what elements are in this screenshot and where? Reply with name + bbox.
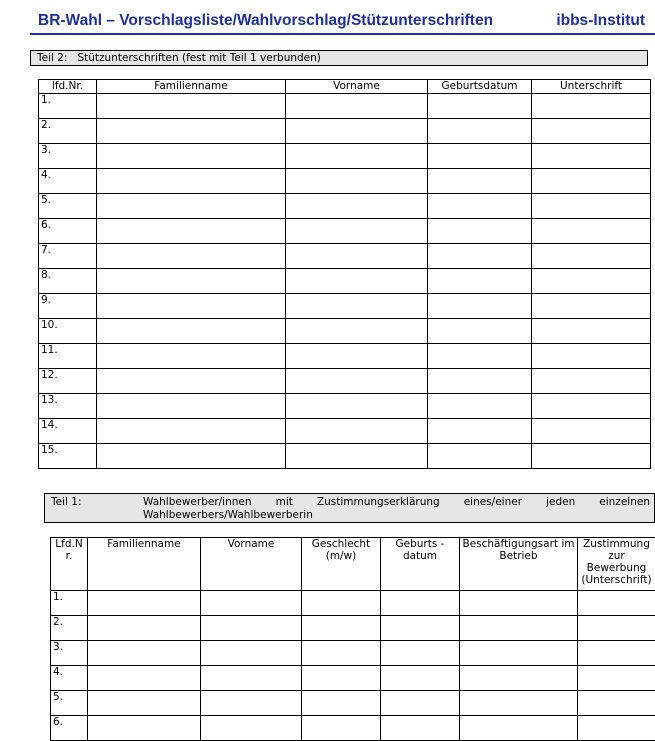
entry-cell[interactable] bbox=[578, 591, 655, 616]
entry-cell[interactable] bbox=[381, 591, 460, 616]
row-number: 10. bbox=[39, 319, 97, 344]
entry-cell[interactable] bbox=[428, 344, 532, 369]
entry-cell[interactable] bbox=[302, 691, 381, 716]
document-title: BR-Wahl – Vorschlagsliste/Wahlvorschlag/Stützunterschriften bbox=[38, 12, 493, 30]
document-header bbox=[0, 0, 655, 36]
entry-cell[interactable] bbox=[381, 716, 460, 741]
row-number: 3. bbox=[51, 641, 88, 666]
entry-cell[interactable] bbox=[286, 169, 428, 194]
entry-cell[interactable] bbox=[286, 369, 428, 394]
row-number: 7. bbox=[39, 244, 97, 269]
entry-cell[interactable] bbox=[97, 444, 286, 469]
entry-cell[interactable] bbox=[532, 144, 651, 169]
row-number: 4. bbox=[51, 666, 88, 691]
entry-cell[interactable] bbox=[201, 616, 302, 641]
entry-cell[interactable] bbox=[460, 641, 578, 666]
entry-cell[interactable] bbox=[428, 244, 532, 269]
entry-cell[interactable] bbox=[97, 269, 286, 294]
row-number: 6. bbox=[51, 716, 88, 741]
entry-cell[interactable] bbox=[428, 369, 532, 394]
table-row bbox=[39, 419, 651, 444]
entry-cell[interactable] bbox=[532, 244, 651, 269]
col-header-beschaeftigungsart: Beschäftigungsart im Betrieb bbox=[460, 538, 578, 591]
candidates-table bbox=[50, 537, 655, 741]
entry-cell[interactable] bbox=[428, 169, 532, 194]
institute-name: ibbs-Institut bbox=[556, 12, 645, 30]
entry-cell[interactable] bbox=[532, 319, 651, 344]
table-row bbox=[39, 169, 651, 194]
entry-cell[interactable] bbox=[286, 319, 428, 344]
col-header-familienname: Familienname bbox=[97, 80, 286, 94]
entry-cell[interactable] bbox=[578, 616, 655, 641]
entry-cell[interactable] bbox=[286, 244, 428, 269]
entry-cell[interactable] bbox=[532, 394, 651, 419]
col-header-nr: lfd.Nr. bbox=[39, 80, 97, 94]
entry-cell[interactable] bbox=[578, 666, 655, 691]
entry-cell[interactable] bbox=[578, 641, 655, 666]
entry-cell[interactable] bbox=[286, 269, 428, 294]
entry-cell[interactable] bbox=[286, 119, 428, 144]
entry-cell[interactable] bbox=[97, 319, 286, 344]
part1-description-line1: Wahlbewerber/innen mit Zustimmungserklärung eines/einer jeden einzelnen bbox=[143, 496, 650, 509]
entry-cell[interactable] bbox=[381, 641, 460, 666]
entry-cell[interactable] bbox=[428, 94, 532, 119]
table-row bbox=[39, 194, 651, 219]
row-number: 8. bbox=[39, 269, 97, 294]
entry-cell[interactable] bbox=[286, 344, 428, 369]
entry-cell[interactable] bbox=[88, 641, 201, 666]
entry-cell[interactable] bbox=[532, 119, 651, 144]
entry-cell[interactable] bbox=[97, 419, 286, 444]
table-row bbox=[39, 219, 651, 244]
entry-cell[interactable] bbox=[381, 616, 460, 641]
row-number: 5. bbox=[51, 691, 88, 716]
col-header-nr: Lfd.N r. bbox=[51, 538, 88, 591]
entry-cell[interactable] bbox=[97, 94, 286, 119]
entry-cell[interactable] bbox=[532, 294, 651, 319]
entry-cell[interactable] bbox=[460, 591, 578, 616]
table-row bbox=[39, 319, 651, 344]
entry-cell[interactable] bbox=[532, 444, 651, 469]
entry-cell[interactable] bbox=[201, 666, 302, 691]
entry-cell[interactable] bbox=[460, 716, 578, 741]
entry-cell[interactable] bbox=[286, 144, 428, 169]
col-header-vorname: Vorname bbox=[286, 80, 428, 94]
table-row bbox=[39, 244, 651, 269]
entry-cell[interactable] bbox=[302, 716, 381, 741]
col-header-vorname: Vorname bbox=[201, 538, 302, 591]
entry-cell[interactable] bbox=[532, 194, 651, 219]
table-row bbox=[39, 269, 651, 294]
col-header-familienname: Familienname bbox=[88, 538, 201, 591]
entry-cell[interactable] bbox=[201, 641, 302, 666]
table-row bbox=[51, 616, 655, 641]
entry-cell[interactable] bbox=[460, 666, 578, 691]
table-row bbox=[39, 369, 651, 394]
row-number: 4. bbox=[39, 169, 97, 194]
col-header-geburtsdatum: Geburtsdatum bbox=[428, 80, 532, 94]
entry-cell[interactable] bbox=[532, 344, 651, 369]
entry-cell[interactable] bbox=[460, 691, 578, 716]
entry-cell[interactable] bbox=[428, 269, 532, 294]
entry-cell[interactable] bbox=[532, 169, 651, 194]
entry-cell[interactable] bbox=[428, 219, 532, 244]
support-signatures-table bbox=[38, 79, 651, 469]
entry-cell[interactable] bbox=[88, 666, 201, 691]
row-number: 1. bbox=[39, 94, 97, 119]
entry-cell[interactable] bbox=[286, 419, 428, 444]
entry-cell[interactable] bbox=[97, 144, 286, 169]
row-number: 2. bbox=[39, 119, 97, 144]
table-header-row bbox=[39, 80, 651, 94]
entry-cell[interactable] bbox=[201, 691, 302, 716]
table-row bbox=[51, 666, 655, 691]
table-row bbox=[39, 119, 651, 144]
entry-cell[interactable] bbox=[88, 716, 201, 741]
entry-cell[interactable] bbox=[428, 394, 532, 419]
table-row bbox=[51, 691, 655, 716]
table-row bbox=[39, 94, 651, 119]
table-row bbox=[39, 294, 651, 319]
part1-label: Teil 1: bbox=[51, 496, 81, 509]
table-row bbox=[39, 444, 651, 469]
entry-cell[interactable] bbox=[381, 691, 460, 716]
entry-cell[interactable] bbox=[286, 444, 428, 469]
entry-cell[interactable] bbox=[97, 119, 286, 144]
entry-cell[interactable] bbox=[578, 716, 655, 741]
entry-cell[interactable] bbox=[302, 641, 381, 666]
table-row bbox=[51, 641, 655, 666]
entry-cell[interactable] bbox=[88, 616, 201, 641]
entry-cell[interactable] bbox=[201, 716, 302, 741]
table-row bbox=[39, 144, 651, 169]
part1-description-line2: Wahlbewerbers/Wahlbewerberin bbox=[143, 509, 313, 522]
entry-cell[interactable] bbox=[428, 419, 532, 444]
entry-cell[interactable] bbox=[302, 591, 381, 616]
col-header-geburtsdatum: Geburts - datum bbox=[381, 538, 460, 591]
entry-cell[interactable] bbox=[97, 394, 286, 419]
entry-cell[interactable] bbox=[97, 219, 286, 244]
row-number: 9. bbox=[39, 294, 97, 319]
entry-cell[interactable] bbox=[286, 194, 428, 219]
entry-cell[interactable] bbox=[97, 344, 286, 369]
part2-label-bar bbox=[30, 50, 648, 66]
entry-cell[interactable] bbox=[428, 194, 532, 219]
entry-cell[interactable] bbox=[88, 591, 201, 616]
row-number: 3. bbox=[39, 144, 97, 169]
entry-cell[interactable] bbox=[302, 666, 381, 691]
part2-label: Teil 2: Stützunterschriften (fest mit Teil 1 verbunden) bbox=[37, 52, 321, 64]
entry-cell[interactable] bbox=[97, 244, 286, 269]
entry-cell[interactable] bbox=[286, 94, 428, 119]
entry-cell[interactable] bbox=[97, 294, 286, 319]
entry-cell[interactable] bbox=[97, 194, 286, 219]
entry-cell[interactable] bbox=[428, 119, 532, 144]
entry-cell[interactable] bbox=[381, 666, 460, 691]
entry-cell[interactable] bbox=[578, 691, 655, 716]
entry-cell[interactable] bbox=[532, 419, 651, 444]
row-number: 14. bbox=[39, 419, 97, 444]
col-header-zustimmung: Zustimmung zur Bewerbung (Unterschrift) bbox=[578, 538, 655, 591]
entry-cell[interactable] bbox=[97, 169, 286, 194]
entry-cell[interactable] bbox=[532, 369, 651, 394]
entry-cell[interactable] bbox=[428, 144, 532, 169]
table-row bbox=[39, 394, 651, 419]
entry-cell[interactable] bbox=[286, 394, 428, 419]
row-number: 5. bbox=[39, 194, 97, 219]
entry-cell[interactable] bbox=[286, 219, 428, 244]
entry-cell[interactable] bbox=[88, 691, 201, 716]
row-number: 13. bbox=[39, 394, 97, 419]
table-row bbox=[51, 591, 655, 616]
entry-cell[interactable] bbox=[286, 294, 428, 319]
entry-cell[interactable] bbox=[460, 616, 578, 641]
entry-cell[interactable] bbox=[532, 269, 651, 294]
row-number: 12. bbox=[39, 369, 97, 394]
col-header-geschlecht: Geschlecht (m/w) bbox=[302, 538, 381, 591]
col-header-unterschrift: Unterschrift bbox=[532, 80, 651, 94]
header-rule bbox=[30, 33, 655, 35]
entry-cell[interactable] bbox=[97, 369, 286, 394]
table-row bbox=[51, 716, 655, 741]
row-number: 6. bbox=[39, 219, 97, 244]
entry-cell[interactable] bbox=[532, 94, 651, 119]
row-number: 1. bbox=[51, 591, 88, 616]
row-number: 2. bbox=[51, 616, 88, 641]
row-number: 15. bbox=[39, 444, 97, 469]
entry-cell[interactable] bbox=[428, 319, 532, 344]
row-number: 11. bbox=[39, 344, 97, 369]
table-row bbox=[39, 344, 651, 369]
entry-cell[interactable] bbox=[201, 591, 302, 616]
entry-cell[interactable] bbox=[532, 219, 651, 244]
entry-cell[interactable] bbox=[428, 444, 532, 469]
entry-cell[interactable] bbox=[302, 616, 381, 641]
table-header-row bbox=[51, 538, 655, 591]
entry-cell[interactable] bbox=[428, 294, 532, 319]
part1-label-bar bbox=[44, 493, 655, 523]
